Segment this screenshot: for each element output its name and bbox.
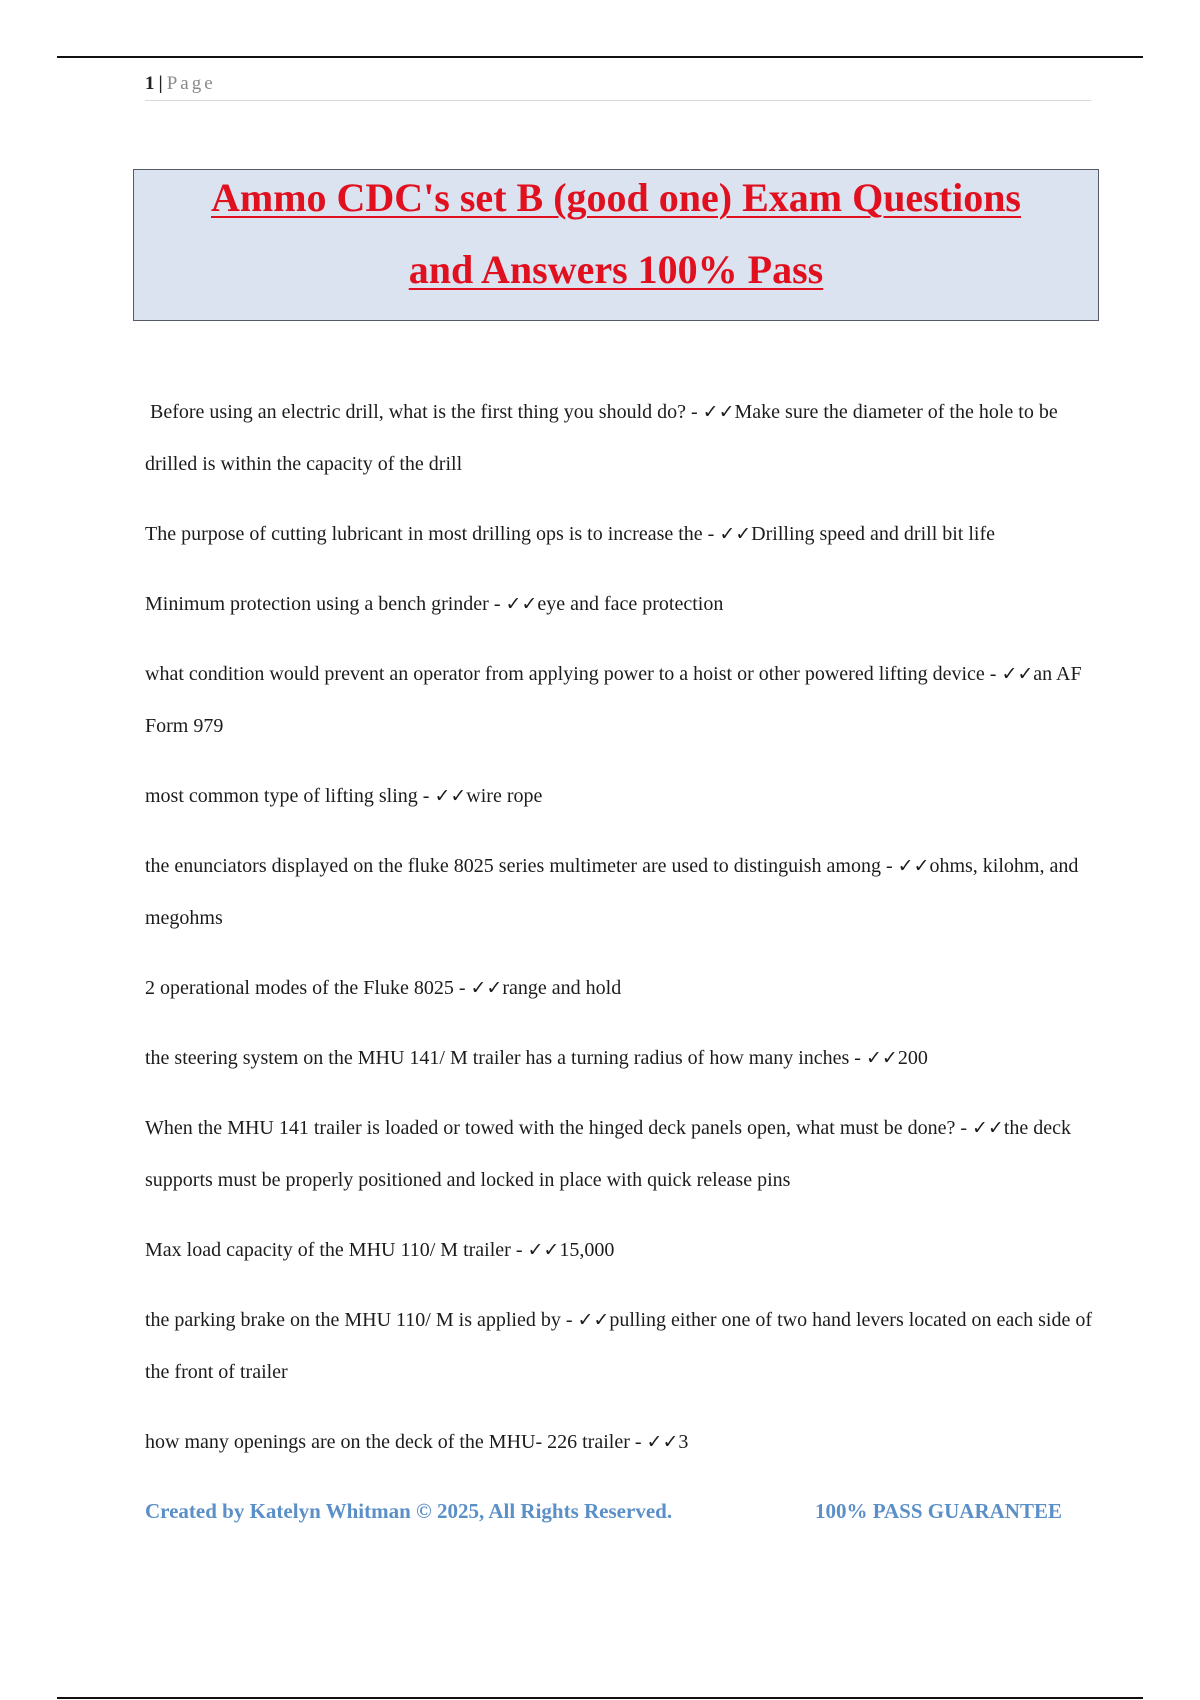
question-text: the steering system on the MHU 141/ M trailer has a turning radius of how many inches - <box>145 1047 866 1069</box>
bottom-rule <box>57 1697 1143 1699</box>
answer-text: range and hold <box>502 977 622 999</box>
qa-item <box>145 1032 1095 1084</box>
check-mark-icon: ✓✓ <box>646 1431 679 1453</box>
question-text: the enunciators displayed on the fluke 8025 series multimeter are used to distinguish among - <box>145 855 898 877</box>
question-text: the parking brake on the MHU 110/ M is applied by - <box>145 1309 578 1331</box>
answer-text: an AF Form 979 <box>145 663 1082 737</box>
footer-copyright: Created by Katelyn Whitman © 2025, All Rights Reserved. <box>145 1499 673 1523</box>
question-text: how many openings are on the deck of the MHU- 226 trailer - <box>145 1431 647 1453</box>
footer <box>145 1499 1091 1529</box>
check-mark-icon: ✓✓ <box>897 855 930 877</box>
qa-item <box>145 648 1095 752</box>
question-text: Minimum protection using a bench grinder - <box>145 593 506 615</box>
question-text: Before using an electric drill, what is the first thing you should do? - <box>150 401 703 423</box>
title-box <box>133 169 1099 321</box>
question-text: The purpose of cutting lubricant in most drilling ops is to increase the - <box>145 523 720 545</box>
qa-item <box>145 508 1095 560</box>
page-word: Page <box>166 73 216 94</box>
answer-text: wire rope <box>466 785 543 807</box>
qa-item <box>145 1294 1095 1398</box>
answer-text: the deck supports must be properly positioned and locked in place with quick release pins <box>145 1117 1072 1191</box>
question-text: When the MHU 141 trailer is loaded or towed with the hinged deck panels open, what must be done? - <box>145 1117 973 1139</box>
answer-text: 200 <box>897 1047 928 1069</box>
page-number: 1 <box>145 73 155 94</box>
answer-text: 3 <box>678 1431 689 1453</box>
document-title-line-1: Ammo CDC's set B (good one) Exam Questions <box>211 175 1021 220</box>
question-text: most common type of lifting sling - <box>145 785 435 807</box>
question-text: 2 operational modes of the Fluke 8025 - <box>145 977 471 999</box>
check-mark-icon: ✓✓ <box>527 1239 560 1261</box>
answer-text: ohms, kilohm, and megohms <box>145 855 1079 929</box>
question-text: what condition would prevent an operator from applying power to a hoist or other powered lifting device - <box>145 663 1002 685</box>
qa-item <box>145 1416 1095 1468</box>
check-mark-icon: ✓✓ <box>865 1047 898 1069</box>
check-mark-icon: ✓✓ <box>470 977 503 999</box>
check-mark-icon: ✓✓ <box>434 785 467 807</box>
qa-item <box>145 840 1095 944</box>
top-rule <box>57 56 1143 58</box>
document-title-line-2: and Answers 100% Pass <box>408 247 824 292</box>
check-mark-icon: ✓✓ <box>577 1309 610 1331</box>
qa-list <box>145 386 1095 1486</box>
check-mark-icon: ✓✓ <box>505 593 538 615</box>
answer-text: Drilling speed and drill bit life <box>751 523 996 545</box>
check-mark-icon: ✓✓ <box>1001 663 1034 685</box>
qa-item <box>145 770 1095 822</box>
check-mark-icon: ✓✓ <box>972 1117 1004 1139</box>
question-text: Max load capacity of the MHU 110/ M trailer - <box>145 1239 528 1261</box>
answer-text: 15,000 <box>559 1239 615 1261</box>
qa-item <box>145 386 1095 490</box>
qa-item <box>145 578 1095 630</box>
answer-text: pulling either one of two hand levers located on each side of the front of trailer <box>145 1309 1092 1383</box>
check-mark-icon: ✓✓ <box>719 523 752 545</box>
page-header <box>145 72 1091 101</box>
footer-guarantee: 100% PASS GUARANTEE <box>815 1499 1062 1523</box>
check-mark-icon: ✓✓ <box>702 401 735 423</box>
answer-text: eye and face protection <box>537 593 724 615</box>
page-separator: | <box>158 73 163 94</box>
answer-text: Make sure the diameter of the hole to be drilled is within the capacity of the drill <box>145 401 1058 475</box>
qa-item <box>145 1224 1095 1276</box>
qa-item <box>145 962 1095 1014</box>
qa-item <box>145 1102 1095 1206</box>
